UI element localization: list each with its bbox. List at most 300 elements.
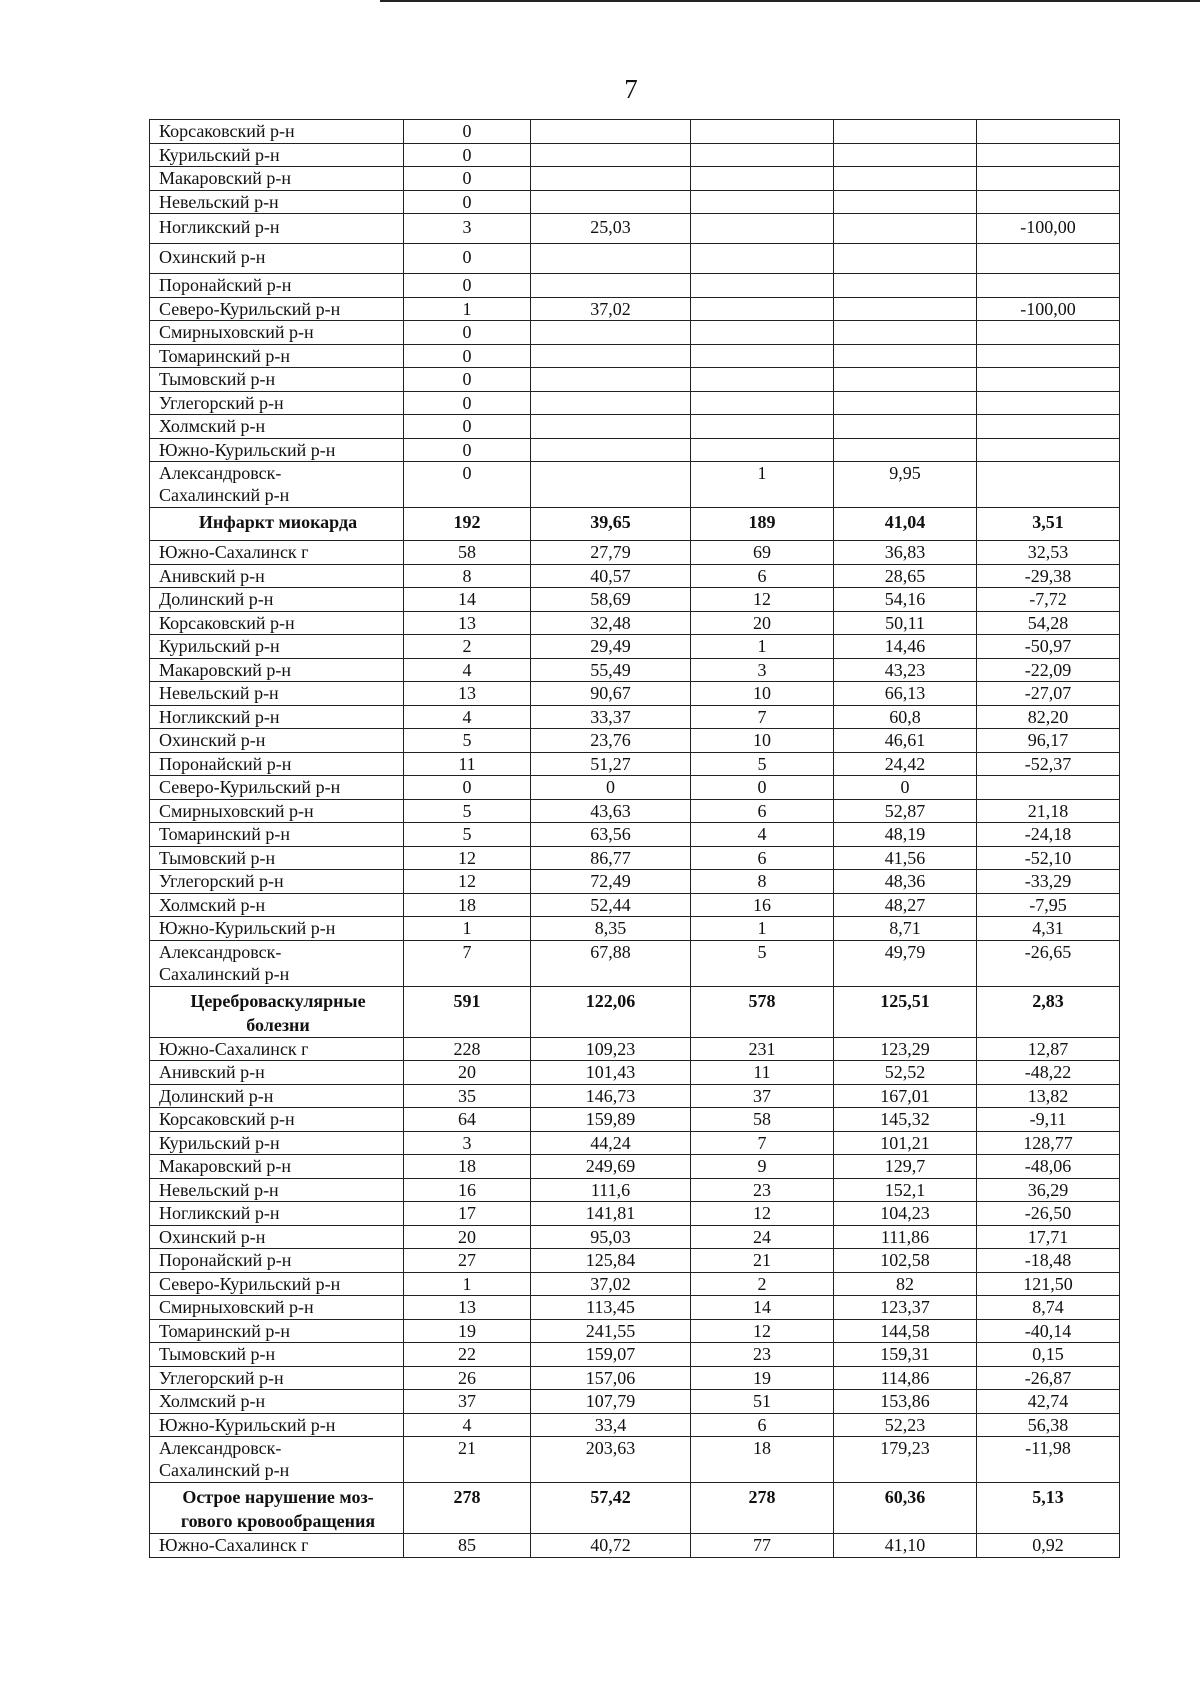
value-3: 10 (691, 729, 834, 753)
value-5 (977, 120, 1120, 144)
table-row (150, 297, 1120, 321)
value-3: 12 (691, 588, 834, 612)
row-label: Александровск- Сахалинский р-н (150, 1437, 404, 1483)
row-label: Холмский р-н (150, 893, 404, 917)
row-label: Смирныховский р-н (150, 1296, 404, 1320)
value-2 (531, 120, 691, 144)
section-total-row (150, 1483, 1120, 1534)
value-3 (691, 321, 834, 345)
value-3: 37 (691, 1084, 834, 1108)
row-label: Южно-Сахалинск г (150, 1037, 404, 1061)
row-label: Томаринский р-н (150, 823, 404, 847)
table-row (150, 438, 1120, 462)
value-1: 37 (404, 1390, 531, 1414)
value-1: 0 (404, 438, 531, 462)
value-5: 42,74 (977, 1390, 1120, 1414)
value-1: 18 (404, 1155, 531, 1179)
value-4: 48,19 (834, 823, 977, 847)
value-4: 111,86 (834, 1225, 977, 1249)
value-5: -33,29 (977, 870, 1120, 894)
value-5: 2,83 (977, 986, 1120, 1037)
value-2: 159,89 (531, 1108, 691, 1132)
value-3 (691, 297, 834, 321)
table-row (150, 415, 1120, 439)
value-3: 1 (691, 917, 834, 941)
table-row (150, 120, 1120, 144)
value-5 (977, 415, 1120, 439)
value-3 (691, 244, 834, 274)
value-2: 33,4 (531, 1413, 691, 1437)
value-2: 86,77 (531, 846, 691, 870)
value-3 (691, 368, 834, 392)
value-3: 12 (691, 1319, 834, 1343)
value-1: 1 (404, 1272, 531, 1296)
value-1: 0 (404, 274, 531, 298)
value-4: 8,71 (834, 917, 977, 941)
value-3: 4 (691, 823, 834, 847)
row-label: Корсаковский р-н (150, 611, 404, 635)
value-5: -52,10 (977, 846, 1120, 870)
value-5: -22,09 (977, 658, 1120, 682)
value-4: 179,23 (834, 1437, 977, 1483)
value-5: 3,51 (977, 508, 1120, 541)
table-row (150, 658, 1120, 682)
value-4: 66,13 (834, 682, 977, 706)
value-1: 11 (404, 752, 531, 776)
value-4: 152,1 (834, 1178, 977, 1202)
row-label: Невельский р-н (150, 682, 404, 706)
row-label: Южно-Курильский р-н (150, 1413, 404, 1437)
value-3: 6 (691, 1413, 834, 1437)
table-row (150, 940, 1120, 986)
value-2: 141,81 (531, 1202, 691, 1226)
section-total-row (150, 508, 1120, 541)
value-3 (691, 120, 834, 144)
row-label: Острое нарушение моз- гового кровообращения (150, 1483, 404, 1534)
value-1: 0 (404, 415, 531, 439)
value-2: 125,84 (531, 1249, 691, 1273)
row-label: Александровск- Сахалинский р-н (150, 462, 404, 508)
row-label: Смирныховский р-н (150, 321, 404, 345)
table-row (150, 1319, 1120, 1343)
table-row (150, 1108, 1120, 1132)
value-3: 5 (691, 940, 834, 986)
table-row (150, 1084, 1120, 1108)
value-4 (834, 297, 977, 321)
table-row (150, 1225, 1120, 1249)
value-4: 82 (834, 1272, 977, 1296)
value-2: 67,88 (531, 940, 691, 986)
value-1: 21 (404, 1437, 531, 1483)
value-1: 0 (404, 167, 531, 191)
value-3: 0 (691, 776, 834, 800)
value-2: 43,63 (531, 799, 691, 823)
table-row (150, 1037, 1120, 1061)
value-4: 159,31 (834, 1343, 977, 1367)
value-1: 3 (404, 214, 531, 244)
value-1: 13 (404, 611, 531, 635)
value-4: 48,36 (834, 870, 977, 894)
row-label: Макаровский р-н (150, 658, 404, 682)
value-3: 51 (691, 1390, 834, 1414)
value-5: -18,48 (977, 1249, 1120, 1273)
row-label: Южно-Сахалинск г (150, 1534, 404, 1558)
value-2: 52,44 (531, 893, 691, 917)
value-3: 16 (691, 893, 834, 917)
value-4: 167,01 (834, 1084, 977, 1108)
value-5: 0,92 (977, 1534, 1120, 1558)
value-4: 52,87 (834, 799, 977, 823)
value-3: 2 (691, 1272, 834, 1296)
value-5: 13,82 (977, 1084, 1120, 1108)
value-5: 12,87 (977, 1037, 1120, 1061)
table-row (150, 1437, 1120, 1483)
row-label: Анивский р-н (150, 1061, 404, 1085)
value-4 (834, 368, 977, 392)
row-label: Охинский р-н (150, 729, 404, 753)
table-body (150, 120, 1120, 1558)
table-row (150, 870, 1120, 894)
value-3 (691, 143, 834, 167)
value-5: -7,95 (977, 893, 1120, 917)
value-3: 1 (691, 635, 834, 659)
table-row (150, 752, 1120, 776)
value-2: 33,37 (531, 705, 691, 729)
value-1: 17 (404, 1202, 531, 1226)
row-label: Углегорский р-н (150, 391, 404, 415)
table-row (150, 893, 1120, 917)
value-4: 104,23 (834, 1202, 977, 1226)
value-4: 48,27 (834, 893, 977, 917)
value-4 (834, 344, 977, 368)
value-4: 41,10 (834, 1534, 977, 1558)
value-4 (834, 274, 977, 298)
row-label: Курильский р-н (150, 1131, 404, 1155)
value-5 (977, 274, 1120, 298)
table-row (150, 682, 1120, 706)
value-1: 18 (404, 893, 531, 917)
value-1: 13 (404, 1296, 531, 1320)
value-4: 54,16 (834, 588, 977, 612)
value-4: 102,58 (834, 1249, 977, 1273)
value-5: -48,06 (977, 1155, 1120, 1179)
table-row (150, 244, 1120, 274)
value-1: 5 (404, 729, 531, 753)
value-5: 36,29 (977, 1178, 1120, 1202)
value-3: 77 (691, 1534, 834, 1558)
value-5: 21,18 (977, 799, 1120, 823)
value-1: 0 (404, 244, 531, 274)
value-2: 51,27 (531, 752, 691, 776)
value-1: 1 (404, 297, 531, 321)
top-rule (380, 0, 1200, 2)
value-5 (977, 244, 1120, 274)
value-1: 4 (404, 658, 531, 682)
row-label: Смирныховский р-н (150, 799, 404, 823)
value-2: 95,03 (531, 1225, 691, 1249)
value-2: 29,49 (531, 635, 691, 659)
value-2 (531, 344, 691, 368)
value-2: 72,49 (531, 870, 691, 894)
value-5: -24,18 (977, 823, 1120, 847)
value-2: 101,43 (531, 1061, 691, 1085)
value-3: 278 (691, 1483, 834, 1534)
value-1: 278 (404, 1483, 531, 1534)
row-label: Анивский р-н (150, 564, 404, 588)
row-label: Поронайский р-н (150, 1249, 404, 1273)
table-row (150, 167, 1120, 191)
value-5: -11,98 (977, 1437, 1120, 1483)
row-label: Охинский р-н (150, 1225, 404, 1249)
value-5 (977, 462, 1120, 508)
table-row (150, 1202, 1120, 1226)
value-2: 39,65 (531, 508, 691, 541)
value-5 (977, 391, 1120, 415)
value-5: 4,31 (977, 917, 1120, 941)
table-row (150, 391, 1120, 415)
value-5: 96,17 (977, 729, 1120, 753)
value-1: 7 (404, 940, 531, 986)
value-2: 37,02 (531, 1272, 691, 1296)
value-1: 591 (404, 986, 531, 1037)
value-3: 7 (691, 705, 834, 729)
value-4: 144,58 (834, 1319, 977, 1343)
value-4 (834, 120, 977, 144)
value-2: 109,23 (531, 1037, 691, 1061)
value-5: -26,87 (977, 1366, 1120, 1390)
value-5: -29,38 (977, 564, 1120, 588)
table-row (150, 321, 1120, 345)
value-3: 19 (691, 1366, 834, 1390)
value-2: 63,56 (531, 823, 691, 847)
value-4: 145,32 (834, 1108, 977, 1132)
value-5: -27,07 (977, 682, 1120, 706)
row-label: Тымовский р-н (150, 1343, 404, 1367)
value-1: 228 (404, 1037, 531, 1061)
row-label: Северо-Курильский р-н (150, 1272, 404, 1296)
value-1: 58 (404, 541, 531, 565)
value-1: 0 (404, 321, 531, 345)
value-1: 64 (404, 1108, 531, 1132)
value-5: 121,50 (977, 1272, 1120, 1296)
value-5: 0,15 (977, 1343, 1120, 1367)
table-row (150, 776, 1120, 800)
table-row (150, 344, 1120, 368)
value-4: 36,83 (834, 541, 977, 565)
statistics-table (149, 119, 1120, 1558)
row-label: Александровск- Сахалинский р-н (150, 940, 404, 986)
value-3 (691, 167, 834, 191)
value-2: 146,73 (531, 1084, 691, 1108)
row-label: Ногликский р-н (150, 1202, 404, 1226)
value-2 (531, 368, 691, 392)
value-2: 159,07 (531, 1343, 691, 1367)
value-5: -48,22 (977, 1061, 1120, 1085)
row-label: Ногликский р-н (150, 705, 404, 729)
row-label: Холмский р-н (150, 1390, 404, 1414)
table-row (150, 190, 1120, 214)
value-2: 25,03 (531, 214, 691, 244)
value-5 (977, 344, 1120, 368)
table-row (150, 1390, 1120, 1414)
value-4: 129,7 (834, 1155, 977, 1179)
value-2: 157,06 (531, 1366, 691, 1390)
row-label: Невельский р-н (150, 1178, 404, 1202)
value-1: 0 (404, 368, 531, 392)
value-1: 35 (404, 1084, 531, 1108)
value-4 (834, 321, 977, 345)
value-3: 24 (691, 1225, 834, 1249)
value-1: 4 (404, 705, 531, 729)
value-2 (531, 167, 691, 191)
value-5: -26,65 (977, 940, 1120, 986)
value-3: 69 (691, 541, 834, 565)
value-3: 20 (691, 611, 834, 635)
value-3 (691, 391, 834, 415)
value-5: -40,14 (977, 1319, 1120, 1343)
value-5: 128,77 (977, 1131, 1120, 1155)
row-label: Углегорский р-н (150, 1366, 404, 1390)
row-label: Корсаковский р-н (150, 1108, 404, 1132)
value-2: 113,45 (531, 1296, 691, 1320)
value-1: 12 (404, 870, 531, 894)
value-2 (531, 244, 691, 274)
table-row (150, 1343, 1120, 1367)
value-2: 23,76 (531, 729, 691, 753)
row-label: Тымовский р-н (150, 846, 404, 870)
row-label: Макаровский р-н (150, 167, 404, 191)
value-1: 0 (404, 462, 531, 508)
value-1: 1 (404, 917, 531, 941)
value-4: 52,23 (834, 1413, 977, 1437)
value-4: 46,61 (834, 729, 977, 753)
value-4: 24,42 (834, 752, 977, 776)
value-5: 54,28 (977, 611, 1120, 635)
row-label: Курильский р-н (150, 635, 404, 659)
value-3: 6 (691, 799, 834, 823)
value-4: 114,86 (834, 1366, 977, 1390)
value-5: 56,38 (977, 1413, 1120, 1437)
table-row (150, 705, 1120, 729)
value-5 (977, 190, 1120, 214)
table-row (150, 1534, 1120, 1558)
row-label: Тымовский р-н (150, 368, 404, 392)
value-2: 241,55 (531, 1319, 691, 1343)
value-4: 50,11 (834, 611, 977, 635)
value-1: 0 (404, 776, 531, 800)
value-3: 6 (691, 846, 834, 870)
value-1: 5 (404, 799, 531, 823)
section-total-row (150, 986, 1120, 1037)
value-3 (691, 344, 834, 368)
value-5: -52,37 (977, 752, 1120, 776)
value-4: 28,65 (834, 564, 977, 588)
value-1: 0 (404, 120, 531, 144)
value-2: 40,57 (531, 564, 691, 588)
row-label: Ногликский р-н (150, 214, 404, 244)
table-row (150, 1413, 1120, 1437)
value-3: 18 (691, 1437, 834, 1483)
value-1: 0 (404, 143, 531, 167)
value-5 (977, 143, 1120, 167)
table-row (150, 1131, 1120, 1155)
value-3: 578 (691, 986, 834, 1037)
value-3 (691, 438, 834, 462)
value-3 (691, 190, 834, 214)
value-1: 192 (404, 508, 531, 541)
table-row (150, 917, 1120, 941)
value-3: 21 (691, 1249, 834, 1273)
value-5: -26,50 (977, 1202, 1120, 1226)
value-4 (834, 415, 977, 439)
row-label: Южно-Сахалинск г (150, 541, 404, 565)
value-2 (531, 462, 691, 508)
value-1: 13 (404, 682, 531, 706)
row-label: Охинский р-н (150, 244, 404, 274)
value-1: 4 (404, 1413, 531, 1437)
value-3: 12 (691, 1202, 834, 1226)
value-3: 23 (691, 1178, 834, 1202)
table-row (150, 143, 1120, 167)
value-4 (834, 438, 977, 462)
table-row (150, 1272, 1120, 1296)
table-row (150, 541, 1120, 565)
value-5: -100,00 (977, 214, 1120, 244)
table-row (150, 1155, 1120, 1179)
table-row (150, 635, 1120, 659)
value-2 (531, 274, 691, 298)
value-3: 8 (691, 870, 834, 894)
value-2: 44,24 (531, 1131, 691, 1155)
value-3: 10 (691, 682, 834, 706)
value-4 (834, 167, 977, 191)
row-label: Поронайский р-н (150, 752, 404, 776)
value-3 (691, 415, 834, 439)
table-row (150, 564, 1120, 588)
value-4: 41,56 (834, 846, 977, 870)
value-2: 58,69 (531, 588, 691, 612)
value-3: 9 (691, 1155, 834, 1179)
value-1: 0 (404, 190, 531, 214)
table-row (150, 823, 1120, 847)
row-label: Холмский р-н (150, 415, 404, 439)
value-5 (977, 776, 1120, 800)
value-1: 20 (404, 1225, 531, 1249)
table-row (150, 274, 1120, 298)
value-2: 249,69 (531, 1155, 691, 1179)
value-1: 2 (404, 635, 531, 659)
table-row (150, 729, 1120, 753)
value-3: 58 (691, 1108, 834, 1132)
value-5: -50,97 (977, 635, 1120, 659)
value-4: 49,79 (834, 940, 977, 986)
table-row (150, 1296, 1120, 1320)
value-2: 27,79 (531, 541, 691, 565)
value-5: 8,74 (977, 1296, 1120, 1320)
row-label: Углегорский р-н (150, 870, 404, 894)
table-row (150, 214, 1120, 244)
value-5 (977, 321, 1120, 345)
value-1: 12 (404, 846, 531, 870)
value-2: 55,49 (531, 658, 691, 682)
value-4: 43,23 (834, 658, 977, 682)
value-2 (531, 415, 691, 439)
row-label: Курильский р-н (150, 143, 404, 167)
value-5: 17,71 (977, 1225, 1120, 1249)
table-row (150, 588, 1120, 612)
row-label: Невельский р-н (150, 190, 404, 214)
value-3: 23 (691, 1343, 834, 1367)
